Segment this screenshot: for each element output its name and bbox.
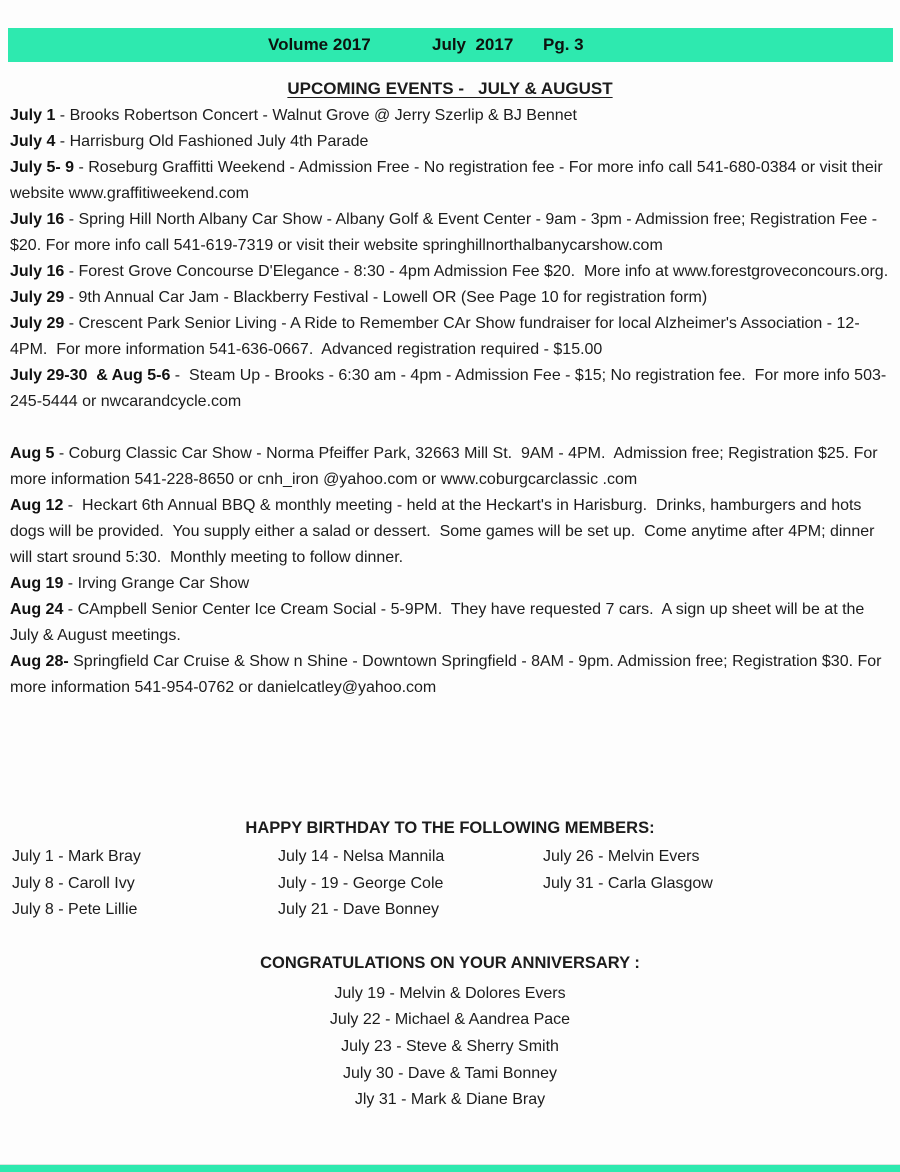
birthday-item: July 26 - Melvin Evers xyxy=(543,848,700,865)
event-text: - Coburg Classic Car Show - Norma Pfeiffer Park, 32663 Mill St. 9AM - 4PM. Admission free; Registration $25. For more information 541-228-8650 or cnh_iron @yahoo.com or www.coburgcarclassic .com xyxy=(10,445,883,488)
anniversary-item: Jly 31 - Mark & Diane Bray xyxy=(354,1091,546,1109)
event-date: Aug 19 xyxy=(10,575,64,592)
event-date: July 29 xyxy=(10,315,65,332)
july-events-list xyxy=(10,103,894,415)
event-item xyxy=(10,285,894,311)
footer-bar xyxy=(0,1164,900,1172)
event-date: July 5- 9 xyxy=(10,159,75,176)
birthday-item: July 14 - Nelsa Mannila xyxy=(278,848,445,865)
page-number-label: Pg. 3 xyxy=(543,35,584,54)
event-item xyxy=(10,311,894,363)
event-date: Aug 12 xyxy=(10,497,64,514)
birthday-column-3 xyxy=(543,844,900,924)
anniversary-item: July 22 - Michael & Aandrea Pace xyxy=(329,1011,571,1029)
event-item xyxy=(10,571,894,597)
birthday-item: July 8 - Pete Lillie xyxy=(12,901,138,918)
birthday-column-1 xyxy=(12,844,278,924)
event-item xyxy=(10,103,894,129)
event-text: - Crescent Park Senior Living - A Ride to Remember CAr Show fundraiser for local Alzheimer's Association - 12-4PM. For more information 541-636-0667. Advanced registration required - $15.00 xyxy=(10,315,860,358)
event-text: - Forest Grove Concourse D'Elegance - 8:30 - 4pm Admission Fee $20. More info at www.forestgroveconcours.org. xyxy=(64,263,889,280)
event-date: July 1 xyxy=(10,107,56,124)
event-date: July 29-30 & Aug 5-6 xyxy=(10,367,171,384)
event-item xyxy=(10,259,894,285)
birthday-item: July - 19 - George Cole xyxy=(278,874,444,892)
event-text: - CAmpbell Senior Center Ice Cream Social - 5-9PM. They have requested 7 cars. A sign up sheet will be at the July & August meetings. xyxy=(10,601,869,644)
event-item xyxy=(10,441,894,493)
event-item xyxy=(10,363,894,415)
birthday-item: July 1 - Mark Bray xyxy=(12,848,141,865)
event-date: July 29 xyxy=(10,289,65,306)
event-date: July 16 xyxy=(10,211,65,228)
volume-label: Volume 2017 xyxy=(268,35,371,54)
event-item xyxy=(10,649,894,701)
event-text: - Roseburg Graffitti Weekend - Admission Free - No registration fee - For more info call 541-680-0384 or visit their website www.graffitiweekend.com xyxy=(10,159,888,202)
event-item xyxy=(10,207,894,259)
event-date: Aug 24 xyxy=(10,601,64,618)
event-date: Aug 5 xyxy=(10,445,55,462)
birthday-column-2 xyxy=(278,844,543,924)
anniversary-item: July 19 - Melvin & Dolores Evers xyxy=(334,984,566,1002)
august-events-list xyxy=(10,441,894,701)
anniversary-heading: CONGRATULATIONS ON YOUR ANNIVERSARY : xyxy=(260,953,640,972)
header-bar xyxy=(8,28,893,62)
event-text: - Irving Grange Car Show xyxy=(63,575,250,592)
birthday-item: July 31 - Carla Glasgow xyxy=(543,874,713,892)
anniversary-list xyxy=(0,981,900,1115)
event-item xyxy=(10,493,894,571)
issue-date-label: July 2017 xyxy=(432,35,514,54)
event-date: July 4 xyxy=(10,133,56,150)
birthday-heading: HAPPY BIRTHDAY TO THE FOLLOWING MEMBERS: xyxy=(245,819,655,837)
event-text: - Brooks Robertson Concert - Walnut Grove @ Jerry Szerlip & BJ Bennet xyxy=(55,107,577,124)
event-text: - Spring Hill North Albany Car Show - Albany Golf & Event Center - 9am - 3pm - Admission free; Registration Fee - $20. For more info call 541-619-7319 or visit their website springhillnorthalbanycarshow.com xyxy=(10,211,882,254)
birthday-item: July 21 - Dave Bonney xyxy=(278,901,439,918)
event-item xyxy=(10,155,894,207)
anniversary-item: July 23 - Steve & Sherry Smith xyxy=(341,1037,559,1055)
event-date: Aug 28- xyxy=(10,653,69,670)
event-text: - 9th Annual Car Jam - Blackberry Festival - Lowell OR (See Page 10 for registration form) xyxy=(64,289,708,306)
event-date: July 16 xyxy=(10,263,65,280)
event-text: Springfield Car Cruise & Show n Shine - Downtown Springfield - 8AM - 9pm. Admission free; Registration $30. For more information 541-954-0762 or danielcatley@yahoo.com xyxy=(10,653,886,696)
event-text: - Steam Up - Brooks - 6:30 am - 4pm - Admission Fee - $15; No registration fee. For more info 503-245-5444 or nwcarandcycle.com xyxy=(10,367,887,410)
event-item xyxy=(10,129,894,155)
birthday-columns xyxy=(12,844,900,924)
event-text: - Heckart 6th Annual BBQ & monthly meeting - held at the Heckart's in Harisburg. Drinks, hamburgers and hots dogs will be provided. You supply either a salad or dessert. Some games will be set up. Come anytime after 4PM; dinner will start sround 5:30. Monthly meeting to follow dinner. xyxy=(10,497,879,566)
birthday-item: July 8 - Caroll Ivy xyxy=(12,874,135,892)
event-item xyxy=(10,597,894,649)
upcoming-events-heading: UPCOMING EVENTS - JULY & AUGUST xyxy=(287,79,613,98)
event-text: - Harrisburg Old Fashioned July 4th Parade xyxy=(55,133,369,150)
anniversary-item: July 30 - Dave & Tami Bonney xyxy=(342,1064,558,1082)
